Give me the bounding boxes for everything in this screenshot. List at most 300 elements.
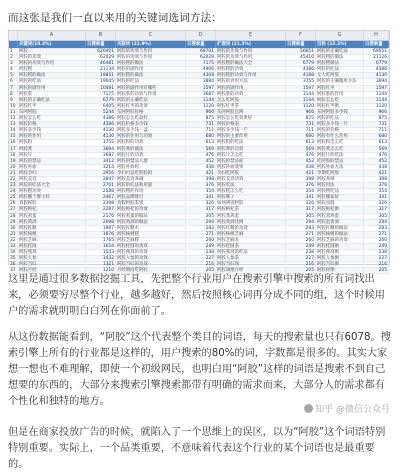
- table-cell: 阿胶泡黄酒: [316, 220, 364, 225]
- table-cell: 4130: [364, 73, 389, 78]
- table-cell: 阿胶芝麻的功效: [316, 238, 364, 243]
- table-cell: 305: [186, 214, 216, 219]
- table-cell: 吃阿胶的禁忌: [316, 159, 364, 164]
- table-cell: 13: [9, 122, 18, 127]
- paragraph-2: 从这份数据能看到，“阿胶”这个代表整个类目的词语，每天的搜索量也只有6078。搜索引擎上所有的行业都是这样的，用户搜索的80%的词，字数都是很多的。其实大家想一想也不难理解，即使一个初级网民，也明白用“阿胶”这样的词语是搜索不到自己想要的东西的，大部分来搜索引擎搜索都带有明确的需求而来，大部分人的需求都有个性化和独特的地方。: [8, 332, 391, 407]
- table-cell: 东阿阿胶价格: [116, 110, 186, 115]
- table-cell: 341: [186, 195, 216, 200]
- table-cell: 阿胶吃法: [216, 183, 286, 188]
- column-letter: H: [364, 31, 389, 40]
- table-cell: 452: [286, 159, 316, 164]
- table-cell: 421: [286, 171, 316, 176]
- table-cell: 31: [9, 232, 18, 237]
- table-cell: 354: [364, 189, 389, 194]
- table-cell: 东阿阿胶: [18, 110, 86, 115]
- table-cell: 711: [186, 128, 216, 133]
- watermark: [304, 402, 390, 415]
- table-cell: 阿胶的吃法大全: [18, 183, 86, 188]
- table-cell: 20: [9, 165, 18, 170]
- table-cell: 452: [186, 159, 216, 164]
- table-cell: 2287: [86, 207, 116, 212]
- table-cell: 341: [286, 195, 316, 200]
- table-cell: 阿胶的功效: [18, 55, 86, 60]
- table-cell: 3412: [86, 159, 116, 164]
- table-cell: 阿胶红枣: [18, 104, 86, 109]
- zhihu-logo-icon: [304, 404, 313, 413]
- table-cell: 阿胶粉的吃法: [216, 140, 286, 145]
- table-cell: 阿胶: [18, 49, 86, 54]
- table-cell: 阿胶的正确吃法: [18, 98, 86, 103]
- table-cell: 阿胶怎么吃最好: [116, 116, 186, 121]
- table-cell: 阿胶怎么吃: [18, 116, 86, 121]
- table-cell: 阿胶孕妇: [18, 171, 86, 176]
- table-cell: 62029: [86, 55, 116, 60]
- table-cell: 阿胶多少钱一斤: [316, 122, 364, 127]
- watermark-text: 知乎 @微信公众号: [315, 405, 390, 415]
- table-cell: 12: [9, 116, 18, 121]
- table-cell: 271: [186, 232, 216, 237]
- table-cell: 680: [286, 134, 316, 139]
- table-cell: 613: [364, 140, 389, 145]
- table-cell: 阿胶品牌排行: [116, 195, 186, 200]
- table-cell: 32: [9, 238, 18, 243]
- table-cell: 10: [9, 104, 18, 109]
- table-cell: 阿胶糕的功效与作用: [216, 73, 286, 78]
- table-cell: 阿胶燕窝: [18, 250, 86, 255]
- table-cell: 249: [364, 244, 389, 249]
- table-cell: 283: [364, 226, 389, 231]
- table-cell: 阿胶糕做法: [316, 61, 364, 66]
- table-cell: 2098: [86, 220, 116, 225]
- table-cell: 阿胶有什么作用: [316, 134, 364, 139]
- table-cell: 569: [364, 147, 389, 152]
- table-cell: 阿胶的副作用: [216, 86, 286, 91]
- table-cell: 46481: [86, 61, 116, 66]
- table-cell: 阿胶糕的做法: [18, 73, 86, 78]
- table-cell: 阿胶膏的做法: [116, 147, 186, 152]
- table-cell: 2176: [86, 214, 116, 219]
- table-cell: 阿胶美容养颜: [116, 177, 186, 182]
- table-header-cell: 关键词(10.2%): [18, 41, 86, 48]
- table-cell: 1144: [364, 92, 389, 97]
- table-cell: 4308: [186, 73, 216, 78]
- table-cell: 3214: [86, 165, 116, 170]
- table-cell: 阿胶价格表: [216, 122, 286, 127]
- table-cell: 4386: [86, 122, 116, 127]
- table-cell: 阿胶膏的功效: [216, 147, 286, 152]
- table-cell: 25: [9, 195, 18, 200]
- table-cell: 260: [186, 238, 216, 243]
- table-cell: 阿胶核桃糕: [116, 232, 186, 237]
- table-cell: 阿胶红糖: [18, 226, 86, 231]
- table-cell: 227: [186, 256, 216, 261]
- table-cell: 阿胶枸杞: [18, 207, 86, 212]
- table-cell: 阿胶糕: [18, 67, 86, 72]
- table-cell: 阿胶的功效与作用: [116, 49, 186, 54]
- table-cell: 3: [9, 61, 18, 66]
- table-cell: 阿胶的副作用: [116, 67, 186, 72]
- table-cell: 阿胶养颜: [316, 177, 364, 182]
- table-cell: 阿胶糕的做法: [116, 73, 186, 78]
- table-cell: 阿胶糕的做法大全: [216, 61, 286, 66]
- table-cell: 283: [286, 226, 316, 231]
- table-cell: 阿胶芝麻糕: [116, 238, 186, 243]
- table-cell: 2467: [86, 195, 116, 200]
- table-cell: 317: [364, 207, 389, 212]
- table-cell: 阿胶补血方法: [316, 165, 364, 170]
- table-cell: 354: [186, 189, 216, 194]
- table-header-cell: [9, 41, 18, 48]
- table-cell: 阿胶枸杞粥: [316, 207, 364, 212]
- table-header-row: [9, 41, 389, 49]
- table-cell: 阿胶人参的功效: [116, 256, 186, 261]
- table-cell: 205: [364, 268, 389, 273]
- table-header-cell: 扩展词 (21.5%): [216, 41, 286, 48]
- table-cell: 阿胶浆: [18, 92, 86, 97]
- table-cell: 15: [9, 134, 18, 139]
- table-cell: 阿胶片的功效: [116, 153, 186, 158]
- table-cell: 阿胶浆的功效: [216, 92, 286, 97]
- table-cell: 2701: [86, 183, 116, 188]
- table-cell: 阿胶多少钱一斤: [216, 128, 286, 133]
- table-cell: 398: [286, 177, 316, 182]
- table-cell: 6: [9, 79, 18, 84]
- table-cell: 阿胶经期: [316, 268, 364, 273]
- table-cell: 阿胶补血: [18, 165, 86, 170]
- table-cell: 阿胶膏怎么吃: [316, 147, 364, 152]
- table-cell: 19645: [86, 79, 116, 84]
- table-cell: 阿胶浆的作用: [316, 92, 364, 97]
- table-cell: 阿胶煮鸡蛋: [216, 214, 286, 219]
- table-cell: 731: [286, 122, 316, 127]
- table-cell: 4386: [364, 67, 389, 72]
- table-cell: 1321: [86, 262, 116, 267]
- table-cell: 294: [186, 220, 216, 225]
- table-cell: 阿胶月经: [18, 268, 86, 273]
- table-cell: 阿胶的正确吃法: [316, 49, 364, 54]
- table-cell: 271: [286, 232, 316, 237]
- table-cell: 阿胶的吃法: [18, 79, 86, 84]
- table-cell: 阿胶的作用与功效: [116, 134, 186, 139]
- table-cell: 阿胶怎么吃: [316, 98, 364, 103]
- table-cell: 阿胶鸡蛋的做法: [116, 214, 186, 219]
- table-cell: 23: [9, 183, 18, 188]
- table-cell: 4130: [86, 134, 116, 139]
- table-cell: 6779: [86, 98, 116, 103]
- table-cell: 37: [9, 268, 18, 273]
- table-cell: 月经期间吃阿胶: [116, 268, 186, 273]
- table-cell: 216: [286, 262, 316, 267]
- table-cell: 2398: [86, 201, 116, 206]
- table-cell: 7175: [186, 61, 216, 66]
- table-cell: 376: [364, 183, 389, 188]
- table-cell: 阿胶粉: [18, 140, 86, 145]
- table-cell: 7: [9, 86, 18, 91]
- table-cell: 6779: [364, 61, 389, 66]
- table-cell: 305: [286, 214, 316, 219]
- table-cell: 阿胶芝麻丸: [216, 238, 286, 243]
- table-cell: 227: [364, 256, 389, 261]
- table-cell: 326: [364, 201, 389, 206]
- table-cell: 阿胶美容功效: [216, 177, 286, 182]
- table-cell: 阿胶燕窝粥: [316, 250, 364, 255]
- table-cell: 阿胶怎么吃效果好: [216, 116, 286, 121]
- table-cell: 3687: [186, 92, 216, 97]
- table-cell: 阿胶糕怎么吃: [216, 189, 286, 194]
- table-cell: 如何辨别阿胶: [216, 201, 286, 206]
- column-letter: E: [216, 31, 286, 40]
- table-cell: 5244: [86, 110, 116, 115]
- column-letter: B: [86, 31, 116, 40]
- table-cell: 18: [9, 153, 18, 158]
- paragraph-1: 这里是通过很多数据挖掘工具，先把整个行业用户在搜索引擎中搜索的所有词找出来，必须要穷尽整个行业，越多越好，然后按照核心词再分成不同的组，这个时候用户的需求就明明白白列在你面前了。: [8, 274, 385, 317]
- table-cell: 阿胶哪家好: [316, 195, 364, 200]
- table-cell: 阿胶牌子: [216, 195, 286, 200]
- table-cell: 28: [9, 214, 18, 219]
- table-cell: 1654: [86, 244, 116, 249]
- table-cell: 2956: [86, 171, 116, 176]
- table-cell: 怎么吃阿胶: [216, 98, 286, 103]
- table-cell: 1987: [86, 226, 116, 231]
- table-cell: 1144: [286, 98, 316, 103]
- table-cell: 19851: [86, 73, 116, 78]
- table-cell: 阿胶的正确服用方法: [316, 79, 364, 84]
- table-cell: 阿胶片: [18, 153, 86, 158]
- table-cell: 317: [286, 207, 316, 212]
- table-cell: 205: [186, 268, 216, 273]
- table-cell: 真假阿胶: [18, 201, 86, 206]
- table-cell: 14: [9, 128, 18, 133]
- table-cell: 1144: [364, 98, 389, 103]
- table-cell: 阿胶人参粥: [316, 256, 364, 261]
- table-cell: 4: [9, 67, 18, 72]
- table-cell: 孕妇吃阿胶: [216, 171, 286, 176]
- table-cell: 阿胶芝麻: [18, 238, 86, 243]
- table-cell: 476: [364, 153, 389, 158]
- table-cell: 19: [9, 159, 18, 164]
- table-cell: 216: [186, 262, 216, 267]
- table-cell: 东阿阿胶官网: [216, 110, 286, 115]
- table-cell: 阿胶桂圆的功效: [116, 244, 186, 249]
- table-cell: 阿胶的吃法: [316, 116, 364, 121]
- table-cell: 孕妇可以吃阿胶吗: [116, 171, 186, 176]
- keyword-spreadsheet: [8, 30, 390, 274]
- paragraph-3: 但是在商家投放广告的时候，就陷入了一个思维上的误区，以为“阿胶”这个词语特别特别重要。实际上，一个品类重要，不意味着代表这个行业的某个词语也是最重要的。: [8, 427, 386, 470]
- intro-text: 而这张是我们一直以来用的关键词选词方法：: [8, 12, 222, 24]
- column-letter: A: [18, 31, 86, 40]
- table-cell: 阿胶糕吃法: [316, 189, 364, 194]
- table-cell: 阿胶调理月经: [216, 268, 286, 273]
- table-cell: 阿胶的禁忌症: [216, 159, 286, 164]
- table-cell: 875: [364, 116, 389, 121]
- table-header-cell: 目标 (15.3%): [316, 41, 364, 48]
- table-cell: 21: [9, 171, 18, 176]
- table-cell: 阿胶的吃法: [316, 67, 364, 72]
- table-cell: 2588: [86, 189, 116, 194]
- table-cell: 阿胶红枣茶: [216, 104, 286, 109]
- table-cell: 452: [364, 159, 389, 164]
- table-cell: 1597: [186, 86, 216, 91]
- table-cell: 283: [186, 226, 216, 231]
- table-cell: 238: [364, 250, 389, 255]
- table-cell: 1144: [286, 92, 316, 97]
- table-cell: 5: [9, 73, 18, 78]
- table-cell: 35: [9, 256, 18, 261]
- table-header-cell: 日搜索量: [286, 41, 316, 48]
- table-cell: 3755: [286, 79, 316, 84]
- table-cell: 398: [364, 177, 389, 182]
- table-cell: 阿胶糕的做法: [116, 61, 186, 66]
- table-cell: 7175: [86, 92, 116, 97]
- table-cell: 3687: [86, 153, 116, 158]
- table-cell: 1120: [186, 104, 216, 109]
- table-cell: 294: [364, 220, 389, 225]
- table-cell: 东阿阿胶多少钱: [316, 110, 364, 115]
- table-header-cell: 日搜索量: [364, 41, 389, 48]
- table-cell: 阿胶糕的做法: [316, 55, 364, 60]
- table-cell: 30: [9, 226, 18, 231]
- table-cell: 33: [9, 244, 18, 249]
- table-cell: 阿胶当归汤: [216, 262, 286, 267]
- table-cell: 966: [286, 110, 316, 115]
- table-cell: 421: [186, 171, 216, 176]
- table-cell: 966: [186, 110, 216, 115]
- table-cell: 阿胶美容: [18, 177, 86, 182]
- table-cell: 阿胶红枣的功效: [116, 104, 186, 109]
- table-cell: 29: [9, 220, 18, 225]
- table-cell: 620401: [86, 49, 116, 54]
- table-cell: 711: [364, 128, 389, 133]
- table-cell: 1144: [186, 98, 216, 103]
- table-cell: 阿胶的功效与作用: [216, 55, 286, 60]
- table-cell: 阿胶的副作用有哪些: [116, 86, 186, 91]
- table-cell: 阿胶桂圆粥: [316, 244, 364, 249]
- table-cell: 1120: [286, 104, 316, 109]
- table-cell: 4188: [286, 73, 316, 78]
- table-cell: 21134: [86, 67, 116, 72]
- table-cell: 1597: [364, 86, 389, 91]
- table-header-cell: 日搜索量: [186, 41, 216, 48]
- table-cell: 3694: [364, 79, 389, 84]
- table-cell: 1765: [86, 238, 116, 243]
- table-cell: 3694: [86, 147, 116, 152]
- table-cell: 613: [286, 140, 316, 145]
- table-cell: 62029: [186, 55, 216, 60]
- table-cell: 476: [286, 153, 316, 158]
- table-cell: 875: [286, 116, 316, 121]
- table-cell: 249: [186, 244, 216, 249]
- table-cell: 阿胶的副作用: [18, 86, 86, 91]
- table-cell: 326: [186, 201, 216, 206]
- table-cell: 阿胶价格: [18, 122, 86, 127]
- table-cell: 438: [364, 165, 389, 170]
- table-cell: 376: [286, 183, 316, 188]
- table-header-cell: 日搜索量: [86, 41, 116, 48]
- table-cell: 438: [186, 165, 216, 170]
- table-cell: 阿胶红糖的功效: [216, 226, 286, 231]
- table-cell: 1432: [86, 256, 116, 261]
- table-cell: 阿胶多少钱: [18, 128, 86, 133]
- table-cell: 阿胶核桃芝麻: [216, 232, 286, 237]
- table-cell: 阿胶桂圆茶: [216, 244, 286, 249]
- table-cell: 1876: [86, 232, 116, 237]
- table-cell: 阿胶粉怎么吃: [316, 140, 364, 145]
- table-cell: 阿胶用法: [316, 183, 364, 188]
- column-letter: G: [316, 31, 364, 40]
- table-cell: 10491: [86, 86, 116, 91]
- table-cell: 1210: [86, 268, 116, 273]
- table-cell: 阿胶补血效果: [216, 165, 286, 170]
- table-cell: 398: [186, 177, 216, 182]
- table-cell: 3884: [186, 79, 216, 84]
- table-cell: 阿胶黄酒: [18, 220, 86, 225]
- table-cell: 569: [286, 147, 316, 152]
- table-cell: 569: [186, 147, 216, 152]
- table-cell: 69551: [364, 49, 389, 54]
- table-cell: 17: [9, 147, 18, 152]
- table-cell: 4386: [286, 67, 316, 72]
- table-cell: 阿胶红糖的做法: [316, 226, 364, 231]
- table-cell: 476: [186, 153, 216, 158]
- table-cell: 阿胶枸杞茶: [216, 207, 286, 212]
- table-cell: 阿胶燕窝的吃法: [216, 250, 286, 255]
- table-cell: 阿胶哪个牌子好: [18, 195, 86, 200]
- table-cell: 阿胶多少钱一盒: [116, 128, 186, 133]
- table-cell: 875: [186, 116, 216, 121]
- column-letter: F: [286, 31, 316, 40]
- table-cell: 69701: [186, 49, 216, 54]
- table-cell: 2847: [86, 177, 116, 182]
- table-cell: 294: [286, 220, 316, 225]
- table-cell: 阿胶桂圆: [18, 244, 86, 249]
- table-cell: 阿胶糕的功效: [216, 67, 286, 72]
- table-cell: 238: [186, 250, 216, 255]
- spreadsheet-body: [9, 41, 389, 274]
- table-cell: 680: [186, 134, 216, 139]
- table-cell: 阿胶当归: [18, 262, 86, 267]
- table-cell: 1597: [286, 86, 316, 91]
- table-cell: 271: [364, 232, 389, 237]
- table-cell: 阿胶真假: [316, 201, 364, 206]
- table-cell: 6779: [286, 61, 316, 66]
- table-cell: 3755: [86, 140, 116, 145]
- table-cell: 阿胶红枣: [316, 86, 364, 91]
- table-cell: 阿胶膏: [18, 147, 86, 152]
- table-cell: 205: [286, 268, 316, 273]
- table-cell: 34: [9, 250, 18, 255]
- table-cell: 966: [364, 110, 389, 115]
- table-cell: 阿胶黄酒的做法: [116, 220, 186, 225]
- table-cell: 305: [364, 214, 389, 219]
- table-cell: 阿胶价格多少钱: [116, 122, 186, 127]
- table-cell: 阿胶的吃法和用量: [116, 183, 186, 188]
- table-cell: 阿胶鸡蛋: [18, 214, 86, 219]
- table-cell: 阿胶糕功效: [18, 189, 86, 194]
- table-cell: 227: [286, 256, 316, 261]
- table-cell: 阿胶的功效与作用: [216, 49, 286, 54]
- table-cell: 56651: [286, 49, 316, 54]
- column-letter: [9, 31, 18, 40]
- table-cell: 阿胶的食用方法: [216, 79, 286, 84]
- table-cell: 阿胶的正确吃法: [116, 98, 186, 103]
- table-cell: 24: [9, 189, 18, 194]
- table-cell: 阿胶核桃的做法: [316, 232, 364, 237]
- table-cell: 1543: [86, 250, 116, 255]
- table-cell: 女人吃阿胶: [316, 73, 364, 78]
- table-cell: 8: [9, 92, 18, 97]
- table-cell: 216: [364, 262, 389, 267]
- table-cell: 阿胶补血吗: [116, 165, 186, 170]
